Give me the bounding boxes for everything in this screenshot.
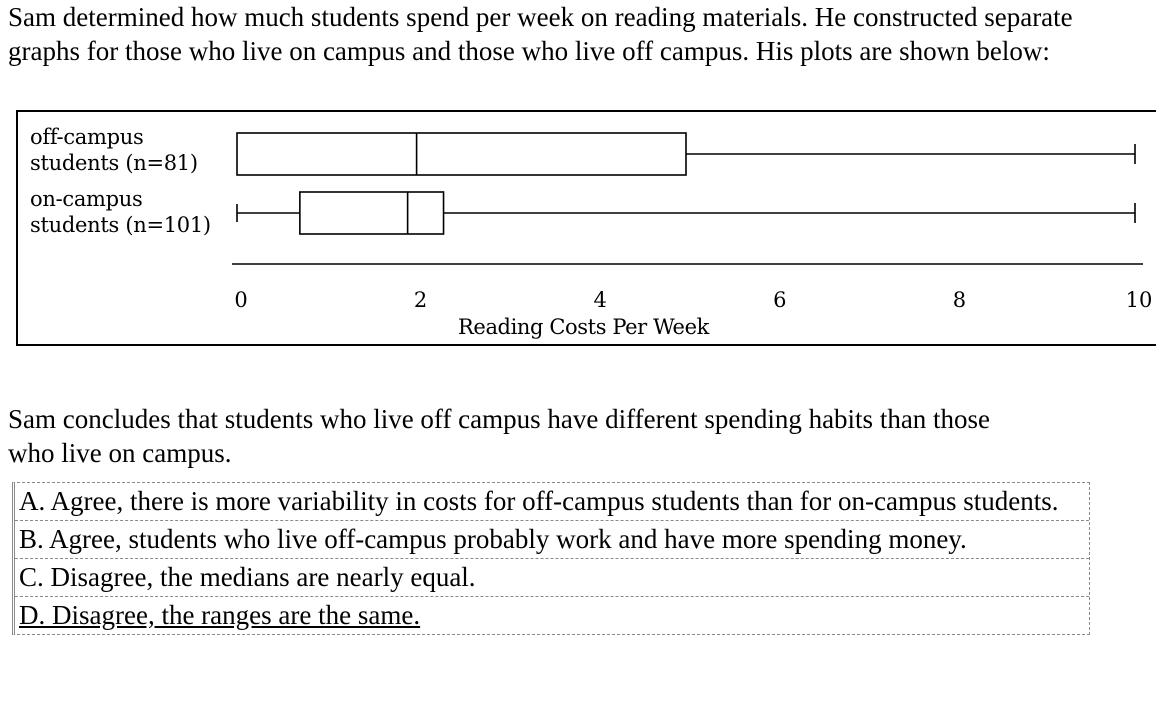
boxplot-figure <box>16 110 1156 346</box>
answer-options <box>12 482 1090 635</box>
boxplot-svg <box>18 112 1158 348</box>
option-c[interactable]: C. Disagree, the medians are nearly equal. <box>15 559 1089 597</box>
iqr-box <box>300 192 444 234</box>
conclusion-text: Sam concludes that students who live off campus have different spending habits than those who live on campus. <box>8 404 991 468</box>
iqr-box <box>237 133 686 175</box>
x-tick-label: 10 <box>1125 288 1153 312</box>
option-d[interactable]: D. Disagree, the ranges are the same. <box>19 600 421 630</box>
x-tick-label: 4 <box>593 288 607 312</box>
option-a[interactable]: A. Agree, there is more variability in costs for off-campus students than for on-campus students. <box>15 483 1089 521</box>
x-axis-label: Reading Costs Per Week <box>458 315 709 339</box>
group-label-line: students (n=101) <box>30 213 211 237</box>
x-tick-label: 2 <box>413 288 428 312</box>
x-tick-label: 8 <box>952 288 967 312</box>
group-label-line: students (n=81) <box>30 151 198 175</box>
group-label-line: off-campus <box>30 125 144 149</box>
option-b[interactable]: B. Agree, students who live off-campus probably work and have more spending money. <box>15 521 1089 559</box>
intro-text: Sam determined how much students spend per week on reading materials. He constructed separate graphs for those who live on campus and those who live off campus. His plots are shown below: <box>8 2 1073 66</box>
group-label-line: on-campus <box>30 187 143 211</box>
x-tick-label: 0 <box>234 288 248 312</box>
x-tick-label: 6 <box>773 288 787 312</box>
